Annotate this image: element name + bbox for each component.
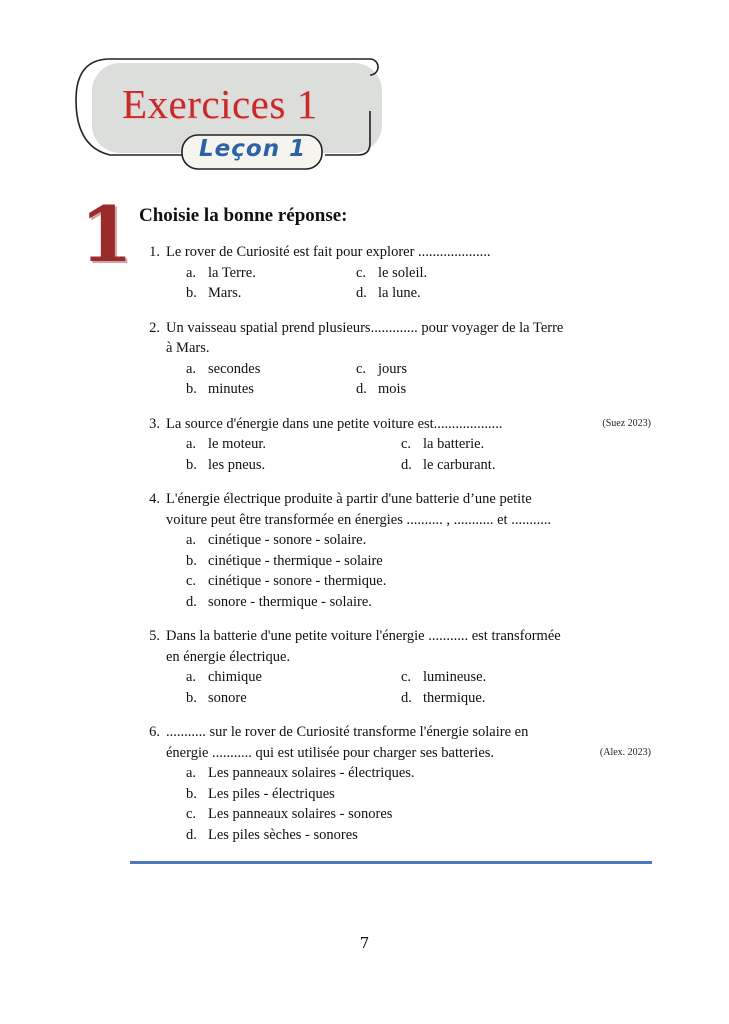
option-letter: b. (186, 381, 197, 397)
page-title: Exercices 1 (122, 81, 318, 127)
question-3 (140, 414, 651, 476)
question-number: 2. (149, 319, 160, 336)
option-text: cinétique - sonore - thermique. (208, 573, 387, 589)
option-text: Les piles - électriques (208, 785, 335, 802)
option-text: la lune. (378, 285, 421, 301)
option-item (401, 455, 631, 476)
option-item (186, 804, 586, 825)
section-title: Choisie la bonne réponse: (139, 205, 348, 226)
question-text-line: L'énergie électrique produite à partir d'une batterie d’une petite (166, 491, 532, 507)
question-body (166, 414, 651, 476)
option-item (186, 784, 586, 805)
question-text (166, 743, 651, 764)
option-letter: b. (186, 285, 197, 301)
option-letter: d. (186, 826, 197, 843)
option-item (401, 688, 631, 709)
option-text: chimique (208, 669, 262, 685)
option-item (186, 455, 401, 476)
question-5 (140, 626, 645, 708)
options (186, 763, 645, 845)
option-text: mois (378, 381, 407, 397)
option-letter: a. (186, 360, 197, 377)
option-text: le moteur. (208, 436, 266, 452)
option-item (356, 359, 586, 380)
option-letter: a. (186, 669, 197, 685)
option-letter: b. (186, 785, 197, 802)
options (186, 359, 645, 400)
option-item (356, 283, 586, 304)
question-number: 4. (149, 491, 160, 507)
question-text-line: voiture peut être transformée en énergies .......... , ........... et ........... (166, 511, 552, 528)
question-text-line: énergie ........... qui est utilisée pour charger ses batteries. (166, 744, 495, 761)
question-text-line: Dans la batterie d'une petite voiture l'énergie ........... est transformée (166, 628, 561, 644)
option-letter: a. (186, 765, 197, 781)
options (186, 434, 645, 475)
question-text (166, 489, 645, 510)
question-body (166, 626, 645, 708)
question-1 (140, 242, 645, 304)
question-text-line: Le rover de Curiosité est fait pour explorer .................... (166, 244, 491, 260)
option-item (186, 571, 586, 592)
question-6 (140, 722, 651, 845)
option-letter: b. (186, 552, 197, 569)
page-number: 7 (359, 934, 370, 952)
option-text: la batterie. (423, 436, 485, 452)
option-item (186, 263, 356, 284)
question-text (166, 510, 645, 531)
question-body (166, 489, 645, 612)
question-number: 1. (149, 244, 160, 260)
question-text-line: Un vaisseau spatial prend plusieurs............. pour voyager de la Terre (166, 319, 564, 336)
option-letter: a. (186, 264, 197, 281)
option-item (186, 359, 356, 380)
option-letter: b. (186, 689, 197, 706)
option-letter: d. (401, 689, 412, 706)
option-item (186, 551, 586, 572)
question-number: 5. (149, 628, 160, 644)
option-item (186, 667, 401, 688)
question-text (166, 647, 645, 668)
option-item (356, 263, 586, 284)
option-text: Les panneaux solaires - électriques. (208, 765, 415, 781)
option-letter: a. (186, 436, 197, 452)
option-text: cinétique - thermique - solaire (208, 552, 383, 569)
question-text (166, 242, 645, 263)
option-item (186, 434, 401, 455)
question-source: (Suez 2023) (602, 417, 651, 429)
lesson-badge: Leçon 1 (199, 136, 307, 162)
question-2 (140, 318, 645, 400)
question-list (140, 242, 651, 859)
option-text: Mars. (208, 285, 242, 301)
option-letter: d. (186, 593, 197, 610)
option-item (186, 688, 401, 709)
question-text-line: ........... sur le rover de Curiosité transforme l'énergie solaire en (166, 724, 529, 740)
option-item (186, 283, 356, 304)
option-text: la Terre. (208, 264, 256, 281)
question-4 (140, 489, 645, 612)
option-item (186, 763, 586, 784)
question-text (166, 338, 645, 359)
question-body (166, 242, 645, 304)
option-text: sonore - thermique - solaire. (208, 593, 372, 610)
options (186, 263, 645, 304)
option-text: sonore (208, 689, 247, 706)
question-number: 3. (149, 415, 160, 432)
option-letter: c. (356, 264, 367, 281)
option-letter: d. (356, 285, 367, 301)
footer-divider (130, 861, 652, 864)
question-body (166, 318, 645, 400)
option-letter: c. (186, 806, 197, 822)
option-text: le soleil. (378, 264, 428, 281)
option-text: jours (378, 360, 407, 377)
option-item (186, 379, 356, 400)
option-text: lumineuse. (423, 669, 487, 685)
option-letter: d. (401, 456, 412, 473)
section-number: 1 (80, 190, 133, 279)
option-text: thermique. (423, 689, 486, 706)
question-text (166, 414, 651, 435)
options (186, 667, 645, 708)
option-item (186, 592, 586, 613)
option-item (186, 825, 586, 846)
option-item (401, 434, 631, 455)
option-item (401, 667, 631, 688)
option-text: les pneus. (208, 456, 266, 473)
option-letter: a. (186, 532, 197, 548)
option-item (356, 379, 586, 400)
option-letter: b. (186, 456, 197, 473)
question-text-line: à Mars. (166, 340, 210, 356)
option-text: secondes (208, 360, 261, 377)
option-letter: d. (356, 381, 367, 397)
option-text: Les piles sèches - sonores (208, 826, 358, 843)
option-letter: c. (356, 360, 367, 377)
question-text-line: La source d'énergie dans une petite voiture est................... (166, 415, 503, 432)
option-text: cinétique - sonore - solaire. (208, 532, 367, 548)
option-letter: c. (186, 573, 197, 589)
question-text (166, 722, 645, 743)
option-text: le carburant. (423, 456, 496, 473)
question-number: 6. (149, 724, 160, 740)
question-body (166, 722, 651, 845)
question-text-line: en énergie électrique. (166, 648, 291, 665)
option-text: minutes (208, 381, 254, 397)
option-letter: c. (401, 436, 412, 452)
question-text (166, 318, 645, 339)
question-source: (Alex. 2023) (599, 746, 651, 758)
option-letter: c. (401, 669, 412, 685)
option-text: Les panneaux solaires - sonores (208, 806, 393, 822)
option-item (186, 530, 586, 551)
question-text (166, 626, 645, 647)
options (186, 530, 645, 612)
